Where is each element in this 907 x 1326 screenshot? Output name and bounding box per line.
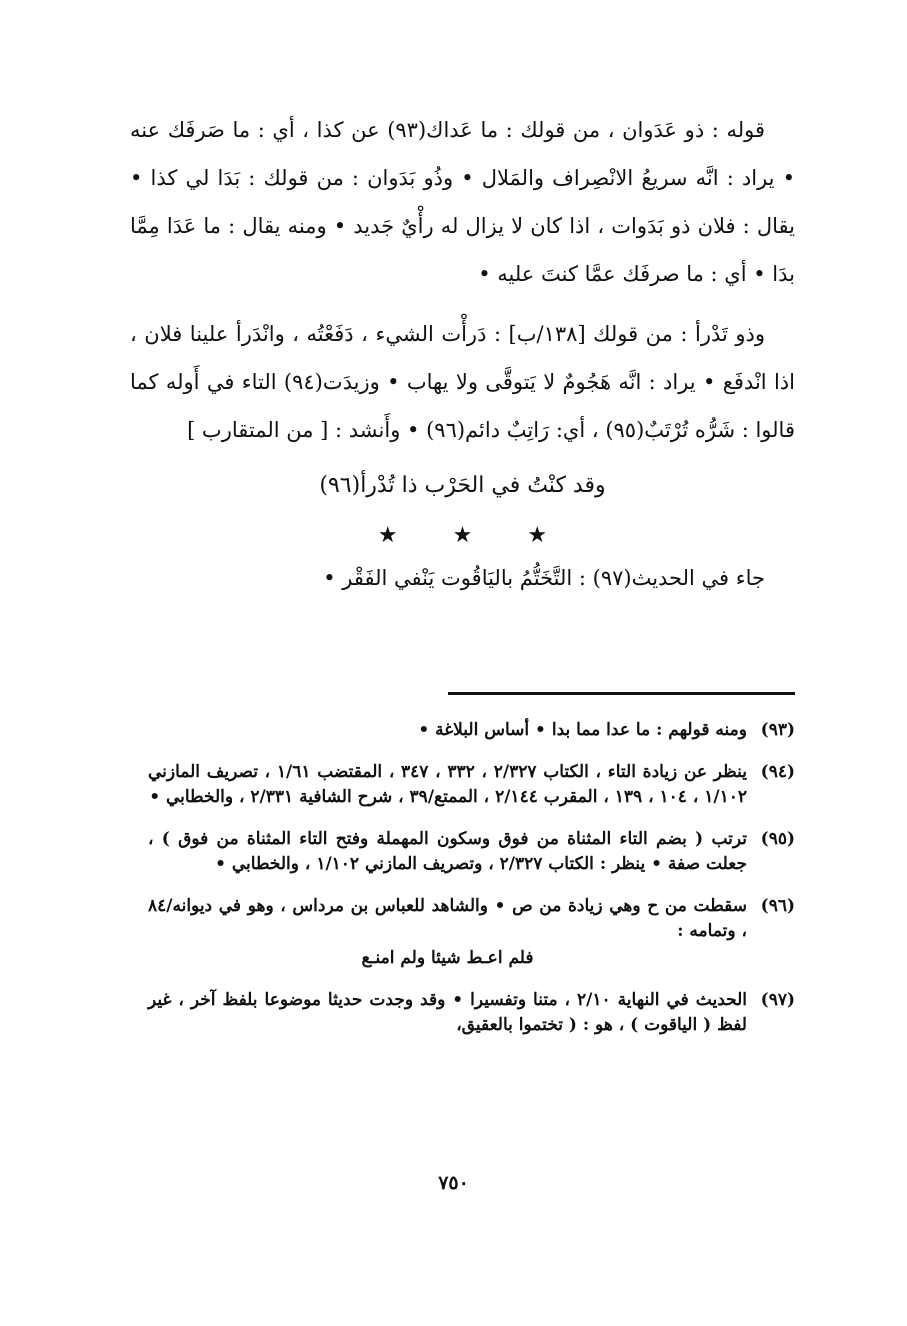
footnote-number: (٩٥) — [760, 829, 795, 849]
footnote-number: (٩٤) — [760, 762, 795, 782]
verse-line: وقد كنْتُ في الحَرْب ذا تُدْرأ(٩٦) — [319, 473, 606, 498]
footnote-text: ومنه قولهم : ما عدا مما بدا • أساس البلاغة • — [418, 720, 747, 740]
footnote-text: ينظر عن زيادة التاء ، الكتاب ٢/٣٢٧ ، ٣٣٢ ، ٣٤٧ ، المقتضب ١/٦١ ، تصريف المازني ١/١٠٢ ، ١٠٤ ، ١٣٩ ، المقرب ٢/١٤٤ ، الممتع/٣٩ ، شرح الشافية ٢/٣٣١ ، والخطابي • — [148, 762, 747, 807]
footnote-number: (٩٣) — [760, 720, 795, 740]
hadith-line: جاء في الحديث(٩٧) : التَّخَتُّمُ باليَاقُوت يَنْفي الفَقْر • — [323, 566, 765, 590]
footnote-text: الحديث في النهاية ٢/١٠ ، متنا وتفسيرا • وقد وجدت حديثا موضوعا بلفظ آخر ، غير لفظ ( الياقوت ) ، هو : ( تختموا بالعقيق، — [148, 990, 748, 1035]
footnote-95 — [148, 827, 795, 877]
footnote-number: (٩٧) — [760, 990, 795, 1010]
paragraph-1: قوله : ذو عَدَوان ، من قولك : ما عَداك(٩٣) عن كذا ، أي : ما صَرفَك عنه • يراد : انَّه سريعُ الانْصِراف والمَلال • وذُو بَدَوان : من قولك : بَدَا لي كذا • يقال : فلان ذو بَدَوات ، اذا كان لا يزال له رأْيٌ جَديد • ومنه يقال : ما عَدَا مِمَّا بدَا • أي : ما صرفَك عمَّا كنتَ عليه • — [130, 118, 795, 286]
section-separator-stars: ★★★ — [377, 523, 603, 548]
footnote-text: ترتب ( بضم التاء المثناة من فوق وسكون المهملة وفتح التاء المثناة من فوق ) ، جعلت صفة • ينظر : الكتاب ٢/٣٢٧ ، وتصريف المازني ١/١٠٢ ، والخطابي • — [148, 829, 747, 874]
page-number: ٧٥٠ — [438, 1172, 469, 1194]
footnote-text: سقطت من ح وهي زيادة من ص • والشاهد للعباس بن مرداس ، وهو في ديوانه/٨٤ ، وتمامه : — [148, 896, 747, 941]
footnote-96 — [148, 894, 795, 971]
footnotes — [148, 718, 795, 1055]
footnote-number: (٩٦) — [760, 896, 795, 916]
footnote-verse: فلم اعـط شيئا ولم امنـع — [361, 948, 534, 968]
footnote-94 — [148, 760, 795, 810]
footnote-divider — [448, 692, 795, 695]
main-text — [130, 106, 795, 602]
footnote-97 — [148, 988, 795, 1038]
footnote-93 — [148, 718, 795, 743]
paragraph-2: وذو تَدْرأ : من قولك [١٣٨/ب] : دَرأْت الشيء ، دَفَعْتُه ، وانْدَرأ علينا فلان ، اذا انْدفَع • يراد : انَّه هَجُومٌ لا يَتوقَّى ولا يهاب • وزيدَت(٩٤) التاء في أَوله كما قالوا : شَرُّه تُرْتَبٌ(٩٥) ، أي: رَاتِبٌ دائم(٩٦) • وأَنشد : [ من المتقارب ] — [130, 322, 795, 442]
